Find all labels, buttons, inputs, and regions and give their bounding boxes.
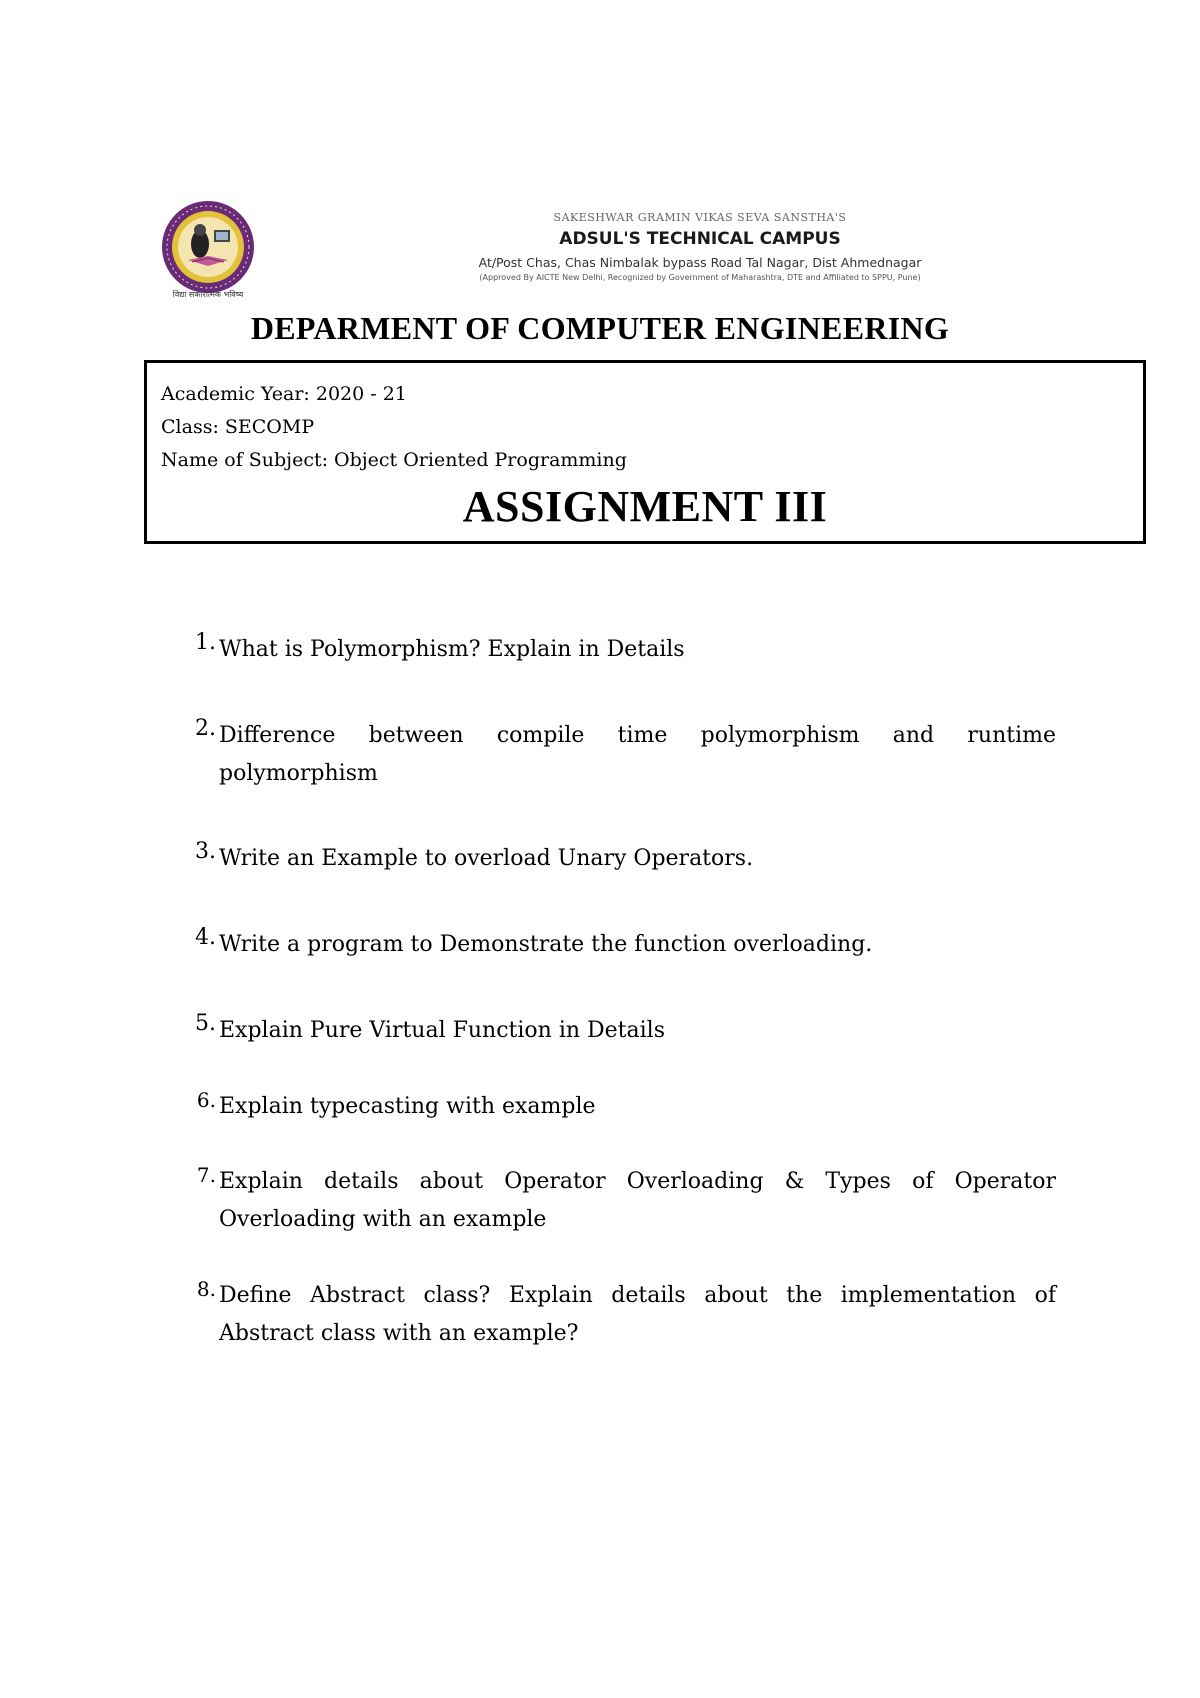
- question-number: 5.: [195, 1011, 216, 1036]
- department-title: DEPARMENT OF COMPUTER ENGINEERING: [250, 310, 950, 346]
- question-number: 1.: [195, 630, 216, 655]
- question-number: 3.: [195, 839, 216, 864]
- institute-name: ADSUL'S TECHNICAL CAMPUS: [559, 229, 841, 249]
- question-text: Explain Pure Virtual Function in Details: [219, 1018, 665, 1043]
- class-name: Class: SECOMP: [161, 416, 315, 438]
- question-text: What is Polymorphism? Explain in Details: [219, 637, 685, 662]
- question-text: Explain typecasting with example: [219, 1094, 596, 1119]
- question-text: Define Abstract class? Explain details about the implementation of Abstract class with an example?: [219, 1283, 1056, 1346]
- question-number: 2.: [195, 716, 216, 741]
- question-number: 4.: [195, 925, 216, 950]
- question-text: Difference between compile time polymorphism and runtime polymorphism: [219, 723, 1056, 786]
- assignment-title: ASSIGNMENT III: [462, 482, 828, 531]
- question-number: 6.: [196, 1088, 216, 1112]
- question-number: 7.: [196, 1163, 216, 1187]
- subject-name: Name of Subject: Object Oriented Programming: [161, 449, 627, 471]
- academic-year: Academic Year: 2020 - 21: [161, 383, 407, 405]
- institute-logo: [158, 200, 258, 300]
- approval-note: (Approved By AICTE New Delhi, Recognized by Government of Maharashtra, DTE and Affiliated to SPPU, Pune): [479, 273, 921, 282]
- question-text: Write an Example to overload Unary Operators.: [219, 846, 754, 871]
- trust-name: SAKESHWAR GRAMIN VIKAS SEVA SANSTHA'S: [553, 211, 847, 224]
- institute-address: At/Post Chas, Chas Nimbalak bypass Road Tal Nagar, Dist Ahmednagar: [478, 255, 922, 270]
- question-number: 8.: [196, 1277, 216, 1301]
- question-text: Explain details about Operator Overloading & Types of Operator Overloading with an example: [219, 1169, 1056, 1232]
- info-box: [144, 360, 1146, 544]
- logo-caption: विद्या सकारात्मक भविष्य: [172, 290, 244, 299]
- question-text: Write a program to Demonstrate the function overloading.: [219, 932, 873, 957]
